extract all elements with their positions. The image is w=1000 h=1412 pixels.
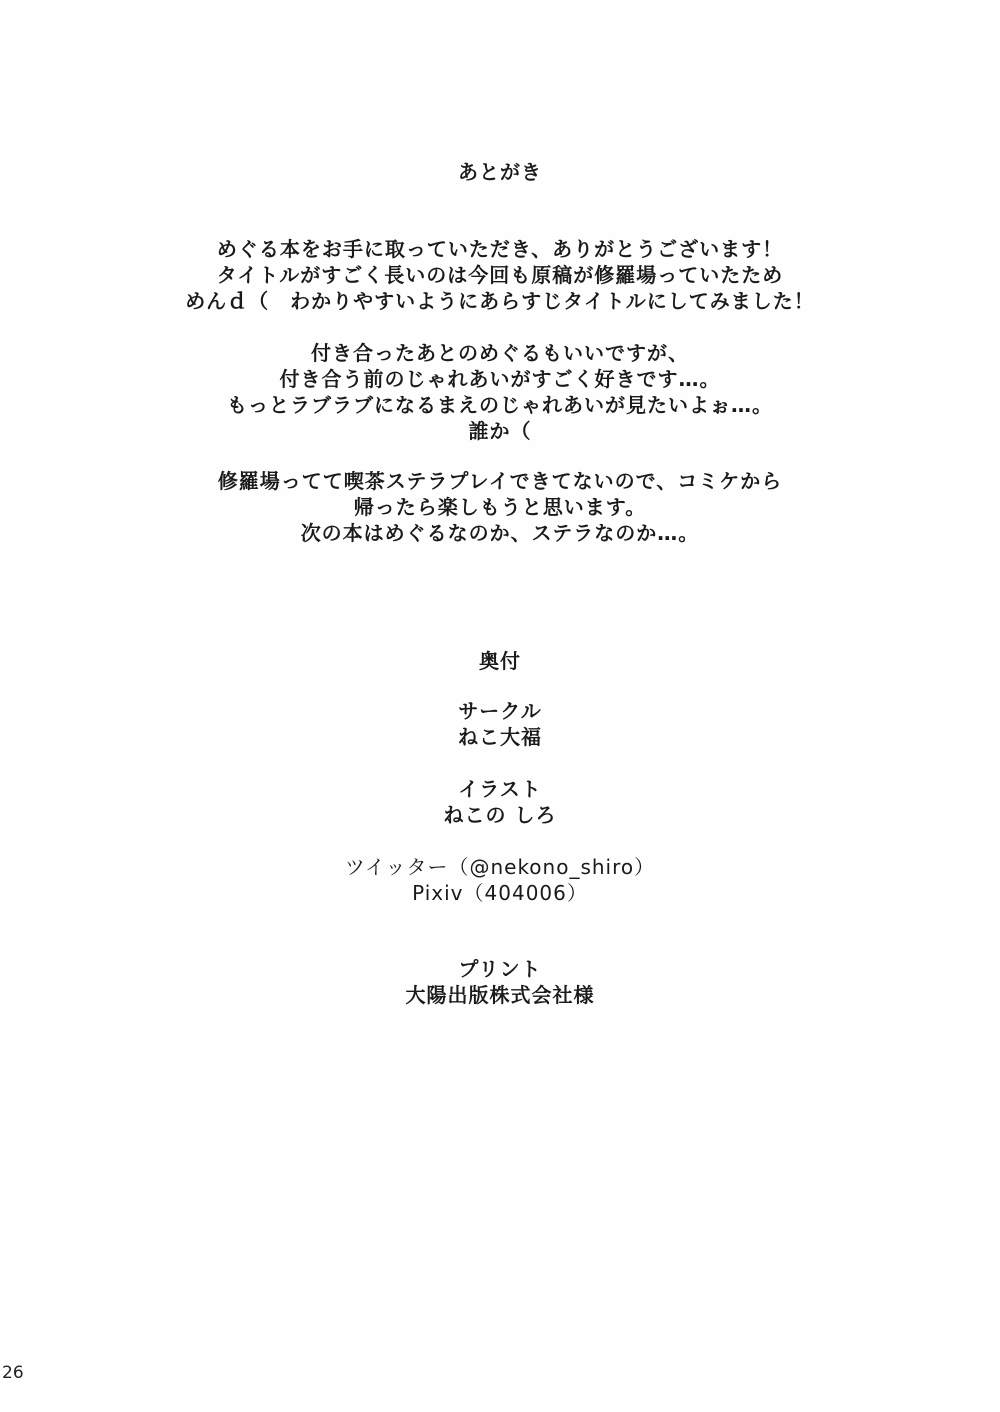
afterword-p2-line1: 付き合ったあとのめぐるもいいですが、 [311, 341, 689, 365]
afterword-title: あとがき [458, 160, 542, 184]
afterword-p2-line3: もっとラブラブになるまえのじゃれあいが見たいよぉ…。 [227, 393, 773, 417]
twitter-handle: ツイッター（@nekono_shiro） [344, 855, 656, 879]
pixiv-id: Pixiv（404006） [412, 881, 588, 905]
afterword-p3-line3: 次の本はめぐるなのか、ステラなのか…。 [300, 521, 700, 545]
illust-label: イラスト [458, 777, 542, 801]
afterword-p1-line1: めぐる本をお手に取っていただき、ありがとうございます！ [216, 237, 784, 261]
print-label: プリント [458, 957, 542, 981]
illust-name: ねこの しろ [443, 803, 557, 827]
circle-label: サークル [458, 699, 542, 723]
afterword-p2-line4: 誰か（ [468, 419, 532, 443]
afterword-p2-line2: 付き合う前のじゃれあいがすごく好きです…。 [279, 367, 721, 391]
afterword-p3-line1: 修羅場ってて喫茶ステラプレイできてないので、コミケから [217, 469, 783, 493]
print-company: 大陽出版株式会社様 [405, 983, 595, 1007]
afterword-p3-line2: 帰ったら楽しもうと思います。 [353, 495, 647, 519]
colophon-title: 奥付 [479, 649, 521, 673]
circle-name: ねこ大福 [458, 725, 542, 749]
afterword-p1-line2: タイトルがすごく長いのは今回も原稿が修羅場っていたため [216, 263, 784, 287]
page-number: 26 [2, 1363, 24, 1383]
afterword-p1-line3: めんｄ（ わかりやすいようにあらすじタイトルにしてみました！ [185, 289, 815, 313]
